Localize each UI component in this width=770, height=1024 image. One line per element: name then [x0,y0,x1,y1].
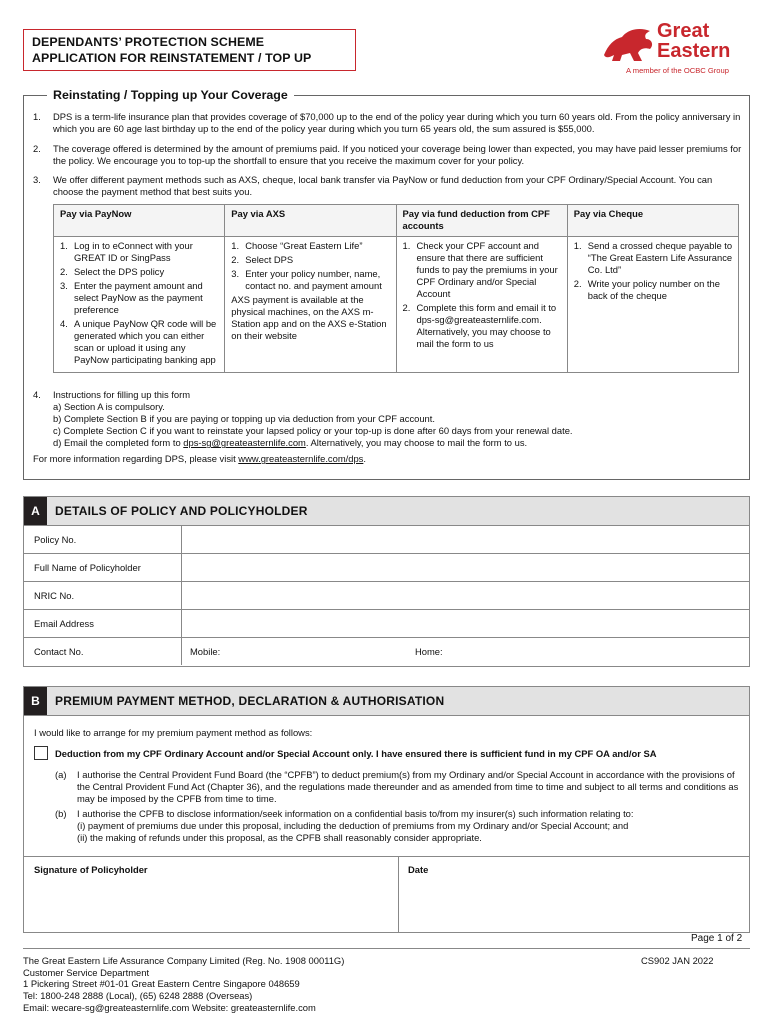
policy-no-row [24,526,749,554]
cpf-deduction-option: Deduction from my CPF Ordinary Account and/or Special Account only. I have ensured there is sufficient fund in my CPF OA and/or SA [55,748,657,759]
instruction-c: c) Complete Section C if you want to reinstate your lapsed policy or your top-up is done after 60 days from your renewal date. [53,425,573,437]
authorisation-b: (b) I authorise the CPFB to disclose information/seek information on a confidential basis to/from my insurer(s) such information relating to: (i) payment of premiums due under this proposal, including the deduction of premiums from my Ordinary and/or Special Account; and (ii) the making of refunds under this proposal, as the CPFB shall reasonably consider appropriate. [55,808,634,844]
great-eastern-logo [600,21,750,77]
list-item: 2. Select the DPS policy [60,266,165,278]
item-number: 3. [33,174,41,185]
signature-row [24,856,749,932]
form-instructions [33,389,743,465]
cpf-deduction-checkbox[interactable] [34,746,48,760]
item-text: We offer different payment methods such as AXS, cheque, local bank transfer via PayNow or fund deduction from your CPF Ordinary/Special Account. You can choose the payment method that best suits you. [53,174,713,198]
list-item: 4. A unique PayNow QR code will be generated which you can either scan or upload it using any PayNow participating banking app [60,318,217,366]
logo-tagline: A member of the OCBC Group [626,66,729,75]
footer-address [23,955,344,1014]
mobile-label: Mobile: [190,646,221,657]
item-number: 2. [33,143,41,154]
instruction-a: a) Section A is compulsory. [53,401,165,413]
cheque-steps [567,237,738,373]
email-label: Email Address [34,618,94,629]
item-text: DPS is a term-life insurance plan that provides coverage of $70,000 up to the end of the policy year during which you turn 60 years old. From the policy anniversary in which you are 60 age last birthday up to the end of the policy year during which you turn 65 years old, the sum assured is $55,000. [53,111,741,135]
section-b [23,686,750,933]
cpf-steps [396,237,567,373]
list-item: 1. Check your CPF account and ensure that there are sufficient funds to pay the premiums in your CPF Ordinary and/or Special Account [402,240,558,300]
home-label: Home: [415,646,443,657]
list-item: 1. Choose “Great Eastern Life” [231,240,363,252]
section-a [23,496,750,667]
contact-row [24,638,749,666]
form-code: CS902 JAN 2022 [641,955,714,966]
form-title-line2: APPLICATION FOR REINSTATEMENT / TOP UP [32,50,312,65]
full-name-row [24,554,749,582]
dps-website-link[interactable]: www.greateasternlife.com/dps [238,453,364,465]
coverage-item-1 [33,111,743,135]
payment-intro: I would like to arrange for my premium payment method as follows: [34,727,313,738]
footer-divider [23,948,750,949]
form-title-line1: DEPENDANTS’ PROTECTION SCHEME [32,35,265,49]
section-b-header [24,687,749,716]
list-item: 3. Enter the payment amount and select PayNow as the payment preference [60,280,203,316]
section-title: PREMIUM PAYMENT METHOD, DECLARATION & AUTHORISATION [55,694,445,708]
footer-street: 1 Pickering Street #01-01 Great Eastern Centre Singapore 048659 [23,978,300,990]
email-field[interactable] [181,610,750,637]
paynow-steps [54,237,225,373]
contact-field[interactable] [181,638,750,665]
signature-field[interactable] [24,857,399,933]
section-letter: B [24,687,47,715]
instruction-d: d) Email the completed form to dps-sg@greateasternlife.com. Alternatively, you may choose to mail the form to us. [53,437,528,449]
list-item: 3. Enter your policy number, name, contact no. and payment amount [231,268,382,292]
coverage-item-2 [33,143,743,167]
list-item: 1. Log in to eConnect with your GREAT ID or SingPass [60,240,193,264]
header-cpf: Pay via fund deduction from CPF accounts [396,205,567,237]
header-cheque: Pay via Cheque [567,205,738,237]
list-item: 1. Send a crossed cheque payable to “The Great Eastern Life Assurance Co. Ltd” [573,240,733,276]
list-item: 2. Write your policy number on the back of the cheque [573,278,720,302]
footer-tel: Tel: 1800-248 2888 (Local), (65) 6248 2888 (Overseas) [23,990,253,1002]
more-info: For more information regarding DPS, please visit www.greateasternlife.com/dps. [33,453,366,465]
form-title [23,29,356,71]
axs-steps [225,237,396,373]
authorisation-a: (a) I authorise the Central Provident Fund Board (the “CPFB”) to deduct premium(s) from my Ordinary and/or Special Account in accordance with the provisions of the Central Provident Fund Act (Chapter 36), and the regulations made thereunder and as amended from time to time and subject to all terms and conditions as may be imposed by the CPFB from time to time. [55,769,739,805]
lion-icon [600,25,656,65]
footer-company: The Great Eastern Life Assurance Company Limited (Reg. No. 1908 00011G) [23,955,345,966]
nric-row [24,582,749,610]
logo-word-great: Great [657,20,710,42]
footer-dept: Customer Service Department [23,966,150,978]
email-row [24,610,749,638]
axs-note: AXS payment is available at the physical machines, on the AXS m-Station app and on the AXS e-Station on their website [231,294,387,342]
logo-word-eastern: Eastern [657,40,731,62]
date-label: Date [408,864,429,875]
policy-no-field[interactable] [181,526,750,553]
nric-field[interactable] [181,582,750,609]
footer-email: Email: wecare-sg@greateasternlife.com Website: greateasternlife.com [23,1001,316,1013]
signature-label: Signature of Policyholder [34,864,148,875]
section-a-header [24,497,749,526]
page-number: Page 1 of 2 [691,933,743,944]
full-name-label: Full Name of Policyholder [34,562,141,573]
coverage-item-3 [33,174,743,198]
dps-email-link[interactable]: dps-sg@greateasternlife.com [183,437,306,449]
list-item: 2. Select DPS [231,254,294,266]
instruction-b: b) Complete Section B if you are paying or topping up via deduction from your CPF account. [53,413,435,425]
list-item: 2. Complete this form and email it to dps-sg@greateasternlife.com. Alternatively, you may choose to mail the form to us [402,302,557,350]
section-letter: A [24,497,47,525]
contact-label: Contact No. [34,646,84,657]
date-field[interactable] [400,857,749,933]
nric-label: NRIC No. [34,590,75,601]
instructions-heading: Instructions for filling up this form [53,389,191,400]
header-axs: Pay via AXS [225,205,396,237]
payment-methods-table [53,204,739,373]
coverage-heading: Reinstating / Topping up Your Coverage [47,88,294,104]
item-text: The coverage offered is determined by the amount of premiums paid. If you noticed your coverage being lower than expected, you may have paid lesser premiums for the policy. We encourage you to top-up the shortfall to ensure that you receive the maximum cover for your policy. [53,143,742,167]
section-title: DETAILS OF POLICY AND POLICYHOLDER [55,504,308,518]
full-name-field[interactable] [181,554,750,581]
item-number: 4. [33,389,41,400]
policy-no-label: Policy No. [34,534,77,545]
header-paynow: Pay via PayNow [54,205,225,237]
item-number: 1. [33,111,41,122]
